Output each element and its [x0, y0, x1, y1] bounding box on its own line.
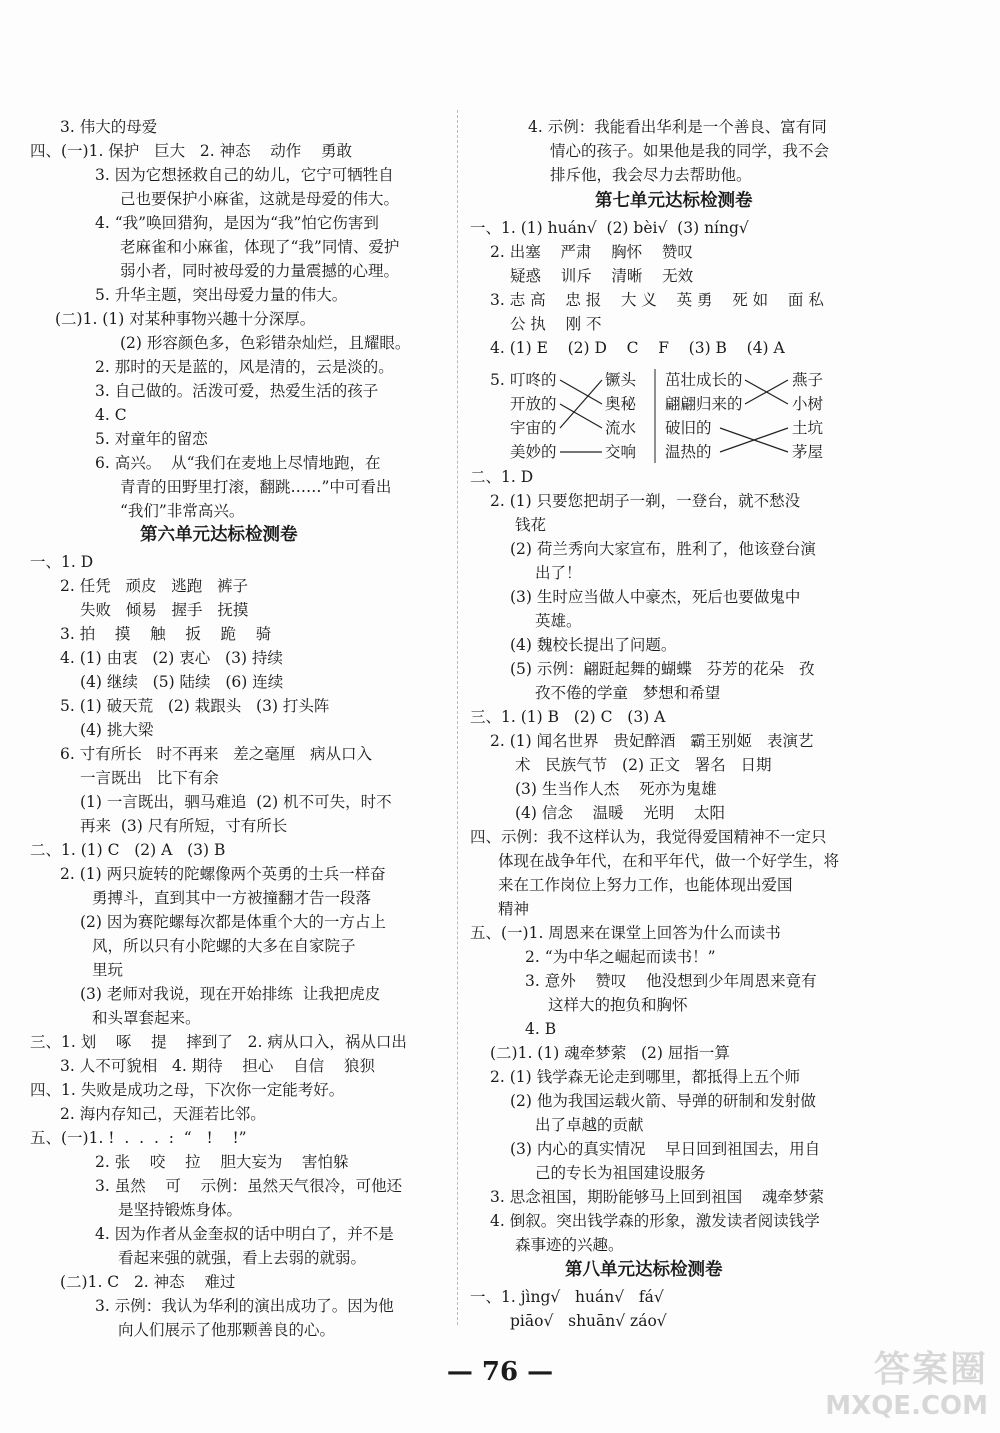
- answer-line: 4. (1) E (2) D C F (3) B (4) A: [490, 339, 785, 357]
- answer-line: 5. 对童年的留恋: [95, 430, 208, 448]
- answer-line: 精神: [498, 900, 530, 918]
- answer-line: 森事迹的兴趣。: [515, 1236, 624, 1254]
- answer-line: (1) 一言既出，驷马难追 (2) 机不可失，时不: [80, 793, 392, 811]
- matching-lines: [470, 115, 870, 475]
- answer-line: 2. (1) 钱学森无论走到哪里，都抵得上五个师: [490, 1068, 801, 1086]
- answer-line: 五、(一)1. 周恩来在课堂上回答为什么而读书: [470, 924, 781, 942]
- answer-line: 2. 张 咬 拉 胆大妄为 害怕躲: [95, 1153, 349, 1171]
- answer-line: 出了卓越的贡献: [535, 1116, 644, 1134]
- section-title-unit8: 第八单元达标检测卷: [565, 1260, 723, 1280]
- answer-line: 5. (1) 破天荒 (2) 栽跟头 (3) 打头阵: [60, 697, 330, 715]
- answer-line: 4. 因为作者从金奎叔的话中明白了，并不是: [95, 1225, 394, 1243]
- answer-line: (4) 魏校长提出了问题。: [510, 636, 677, 654]
- match-item: 美妙的: [510, 443, 557, 461]
- answer-line: (2) 他为我国运载火箭、导弹的研制和发射做: [510, 1092, 816, 1110]
- answer-line: 3. 拍 摸 触 扳 跪 骑: [60, 625, 272, 643]
- answer-line: 一、1. jìng√ huán√ fá√: [470, 1288, 664, 1306]
- answer-line: (4) 继续 (5) 陆续 (6) 连续: [80, 673, 284, 691]
- section-title-unit6: 第六单元达标检测卷: [140, 525, 298, 545]
- answer-line: 4. C: [95, 406, 127, 424]
- answer-line: 一、1. (1) huán√ (2) bèi√ (3) níng√: [470, 219, 749, 237]
- answer-line: 6. 高兴。 从“我们在麦地上尽情地跑，在: [95, 454, 381, 472]
- answer-line: 向人们展示了他那颗善良的心。: [118, 1321, 336, 1339]
- match-item: 宇宙的: [510, 419, 557, 437]
- answer-line: “我们”非常高兴。: [120, 502, 245, 520]
- match-item: 翩翩归来的: [665, 395, 743, 413]
- answer-line: 弱小者，同时被母爱的力量震撼的心理。: [120, 262, 400, 280]
- match-item: 土坑: [792, 419, 824, 437]
- answer-line: 四、1. 失败是成功之母，下次你一定能考好。: [30, 1081, 345, 1099]
- answer-line: 4. (1) 由衷 (2) 衷心 (3) 持续: [60, 649, 283, 667]
- answer-line: 己也要保护小麻雀，这就是母爱的伟大。: [120, 190, 400, 208]
- answer-line: 3. 自己做的。活泼可爱，热爱生活的孩子: [95, 382, 379, 400]
- answer-line: 钱花: [515, 516, 547, 534]
- answer-line: 出了！: [535, 564, 582, 582]
- answer-line: 四、(一)1. 保护 巨大 2. 神态 动作 勇敢: [30, 142, 353, 160]
- answer-line: 2. (1) 只要您把胡子一剃，一登台，就不愁没: [490, 492, 801, 510]
- answer-line: 一言既出 比下有余: [80, 769, 219, 787]
- match-item: 温热的: [665, 443, 712, 461]
- answer-line: (4) 挑大梁: [80, 721, 154, 739]
- answer-line: 3. 虽然 可 示例：虽然天气很冷，可他还: [95, 1177, 403, 1195]
- answer-line: 三、1. (1) B (2) C (3) A: [470, 708, 666, 726]
- answer-line: 4. B: [525, 1020, 557, 1038]
- answer-line: 再来 (3) 尺有所短，寸有所长: [80, 817, 288, 835]
- match-item: 开放的: [510, 395, 557, 413]
- answer-line: piāo√ shuān√ záo√: [510, 1312, 667, 1330]
- match-line: [560, 380, 602, 404]
- answer-line: (2) 荷兰秀向大家宣布，胜利了，他该登台演: [510, 540, 816, 558]
- answer-line: (二)1. C 2. 神态 难过: [60, 1273, 236, 1291]
- answer-line: 是坚持锻炼身体。: [118, 1201, 243, 1219]
- answer-line: (二)1. (1) 魂牵梦萦 (2) 屈指一算: [490, 1044, 730, 1062]
- answer-line: (3) 老师对我说，现在开始排练 让我把虎皮: [80, 985, 381, 1003]
- answer-line: 青青的田野里打滚，翻跳……”中可看出: [120, 478, 392, 496]
- matching-label: 5.: [490, 371, 505, 389]
- match-item: 奥秘: [605, 395, 637, 413]
- answer-line: 2. 那时的天是蓝的，风是清的，云是淡的。: [95, 358, 394, 376]
- answer-line: 5. 升华主题，突出母爱力量的伟大。: [95, 286, 348, 304]
- section-title-unit7: 第七单元达标检测卷: [595, 191, 753, 211]
- answer-line: (2) 形容颜色多，色彩错杂灿烂，且耀眼。: [120, 334, 411, 352]
- answer-line: 4. 示例：我能看出华利是一个善良、富有同: [528, 118, 827, 136]
- column-divider: [457, 110, 458, 1325]
- answer-line: 情心的孩子。如果他是我的同学，我不会: [550, 142, 830, 160]
- answer-line: 四、示例：我不这样认为，我觉得爱国精神不一定只: [470, 828, 827, 846]
- answer-line: (3) 生时应当做人中豪杰，死后也要做鬼中: [510, 588, 801, 606]
- answer-line: 4. “我”唤回猎狗，是因为“我”怕它伤害到: [95, 214, 379, 232]
- answer-line: 失败 倾易 握手 抚摸: [80, 601, 249, 619]
- answer-line: 孜不倦的学童 梦想和希望: [535, 684, 721, 702]
- match-line: [560, 380, 602, 428]
- match-item: 茁壮成长的: [665, 371, 743, 389]
- answer-line: 这样大的抱负和胸怀: [548, 996, 688, 1014]
- match-item: 镢头: [605, 371, 637, 389]
- answer-line: 术 民族气节 (2) 正文 署名 日期: [515, 756, 772, 774]
- answer-line: 3. 因为它想拯救自己的幼儿，它宁可牺牲自: [95, 166, 394, 184]
- watermark-logo: [813, 1341, 988, 1421]
- answer-line: 3. 人不可貌相 4. 期待 担心 自信 狼狈: [60, 1057, 375, 1075]
- answer-line: 3. 意外 赞叹 他没想到少年周恩来竟有: [525, 972, 817, 990]
- answer-line: 2. (1) 闻名世界 贵妃醉酒 霸王别姬 表演艺: [490, 732, 814, 750]
- answer-line: 体现在战争年代，在和平年代，做一个好学生，将: [498, 852, 840, 870]
- match-item: 燕子: [792, 371, 824, 389]
- answer-line: (2) 因为赛陀螺每次都是体重个大的一方占上: [80, 913, 386, 931]
- answer-line: 一、1. D: [30, 553, 94, 571]
- answer-line: 风，所以只有小陀螺的大多在自家院子: [92, 937, 356, 955]
- answer-line: 来在工作岗位上努力工作，也能体现出爱国: [498, 876, 793, 894]
- answer-line: 二、1. (1) C (2) A (3) B: [30, 841, 226, 859]
- answer-line: 二、1. D: [470, 468, 534, 486]
- answer-line: 3. 伟大的母爱: [60, 118, 158, 136]
- answer-line: (3) 生当作人杰 死亦为鬼雄: [515, 780, 717, 798]
- page-number: — 76 —: [446, 1357, 554, 1387]
- answer-line: 己的专长为祖国建设服务: [535, 1164, 706, 1182]
- answer-line: 里玩: [92, 961, 124, 979]
- answer-line: 3. 思念祖国，期盼能够马上回到祖国 魂牵梦萦: [490, 1188, 824, 1206]
- answer-line: 2. (1) 两只旋转的陀螺像两个英勇的士兵一样奋: [60, 865, 386, 883]
- match-item: 流水: [605, 419, 637, 437]
- watermark-text: 答案圈: [873, 1349, 988, 1390]
- answer-line: (3) 内心的真实情况 早日回到祖国去，用自: [510, 1140, 821, 1158]
- answer-line: 老麻雀和小麻雀，体现了“我”同情、爱护: [120, 238, 400, 256]
- answer-line: 五、(一)1. ! . . . : “ ! !”: [30, 1129, 247, 1147]
- answer-line: 三、1. 划 啄 提 摔到了 2. 病从口入，祸从口出: [30, 1033, 407, 1051]
- match-item: 小树: [792, 395, 824, 413]
- answer-line: 3. 示例：我认为华利的演出成功了。因为他: [95, 1297, 394, 1315]
- answer-line: (5) 示例：翩跹起舞的蝴蝶 芬芳的花朵 孜: [510, 660, 815, 678]
- answer-line: 排斥他，我会尽力去帮助他。: [550, 166, 752, 184]
- watermark-url: MXQE.COM: [825, 1391, 988, 1421]
- match-item: 交响: [605, 443, 637, 461]
- answer-line: 2. 任凭 顽皮 逃跑 裤子: [60, 577, 249, 595]
- match-item: 叮咚的: [510, 371, 557, 389]
- answer-line: 公 执 刚 不: [510, 315, 602, 333]
- answer-line: 英雄。: [535, 612, 582, 630]
- answer-line: 2. 出塞 严肃 胸怀 赞叹: [490, 243, 693, 261]
- answer-line: 看起来强的就强，看上去弱的就弱。: [118, 1249, 367, 1267]
- match-item: 茅屋: [792, 443, 824, 461]
- answer-line: 6. 寸有所长 时不再来 差之毫厘 病从口入: [60, 745, 373, 763]
- answer-line: 和头罩套起来。: [92, 1009, 201, 1027]
- match-item: 破旧的: [665, 419, 712, 437]
- answer-line: 4. 倒叙。突出钱学森的形象，激发读者阅读钱学: [490, 1212, 820, 1230]
- answer-line: 3. 志 高 忠 报 大 义 英 勇 死 如 面 私: [490, 291, 824, 309]
- answer-line: 2. “为中华之崛起而读书！”: [525, 948, 716, 966]
- match-line: [560, 404, 602, 428]
- answer-line: 疑惑 训斥 清晰 无效: [510, 267, 694, 285]
- answer-line: (4) 信念 温暖 光明 太阳: [515, 804, 726, 822]
- answer-line: 2. 海内存知己，天涯若比邻。: [60, 1105, 266, 1123]
- answer-line: (二)1. (1) 对某种事物兴趣十分深厚。: [55, 310, 316, 328]
- answer-line: 勇搏斗，直到其中一方被撞翻才告一段落: [92, 889, 372, 907]
